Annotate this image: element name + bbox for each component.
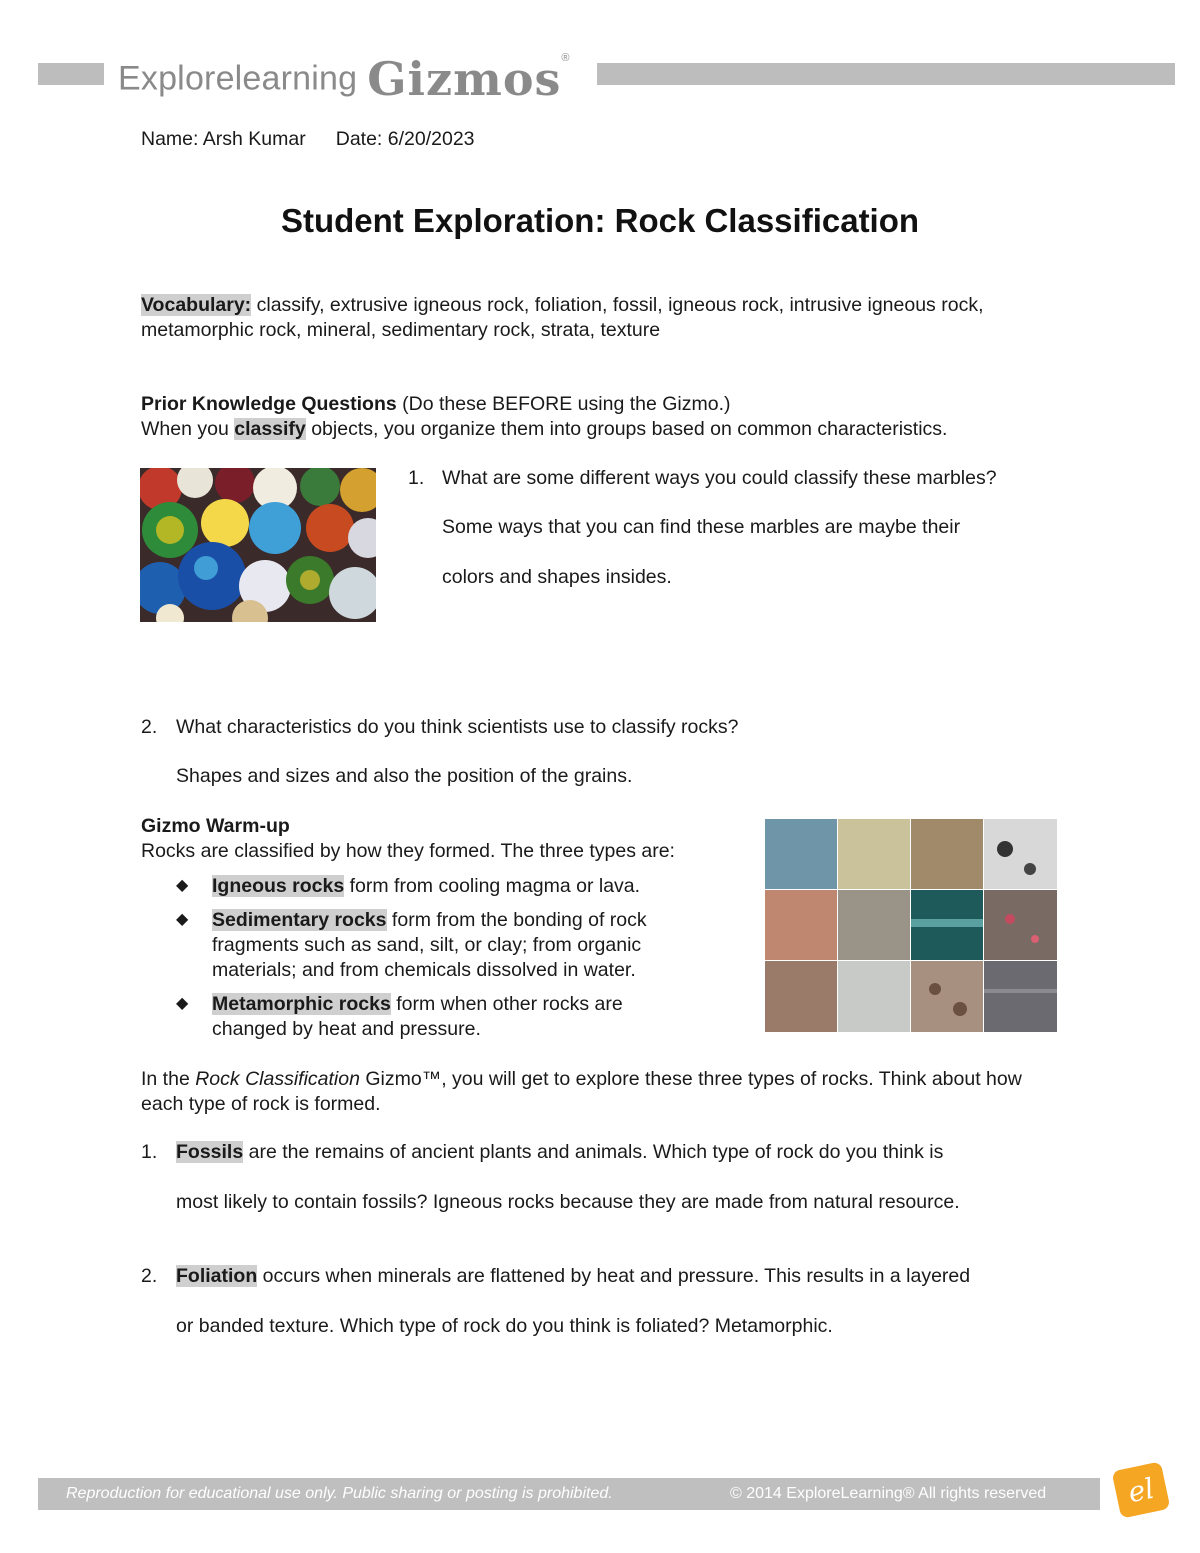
- warmup-q2-number: 2.: [141, 1265, 158, 1287]
- prior-q2-number: 2.: [141, 716, 158, 738]
- brand-main: Gizmos: [367, 52, 562, 106]
- igneous-term: Igneous rocks: [212, 875, 345, 897]
- prior-q1-question: What are some different ways you could classify these marbles?: [442, 467, 997, 489]
- page-title: Student Exploration: Rock Classification: [280, 202, 920, 239]
- brand-prefix: Explorelearning: [118, 59, 358, 98]
- metamorphic-term: Metamorphic rocks: [212, 993, 391, 1015]
- list-item-metamorphic: [212, 992, 682, 1042]
- prior-intro-after: objects, you organize them into groups based on common characteristics.: [305, 418, 948, 440]
- explorelearning-logo-icon: [1108, 1458, 1174, 1522]
- gizmo-para-after: Gizmo™, you will get to explore these three types of rocks. Think about how each type of rock is formed.: [141, 1068, 1022, 1115]
- foliation-question: occurs when minerals are flattened by heat and pressure. This results in a layered: [257, 1265, 971, 1287]
- brand-logo: [118, 52, 570, 106]
- list-item-igneous: [212, 874, 722, 899]
- footer-copyright: © 2014 ExploreLearning® All rights reserved: [730, 1485, 1047, 1502]
- prior-q1-answer-line2[interactable]: colors and shapes insides.: [442, 566, 672, 588]
- footer-notice: Reproduction for educational use only. Public sharing or posting is prohibited.: [66, 1485, 613, 1502]
- vocabulary: [141, 293, 1041, 343]
- vocabulary-label: Vocabulary:: [141, 294, 252, 316]
- metamorphic-text: form when other rocks are changed by heat and pressure.: [212, 993, 623, 1040]
- prior-heading: Prior Knowledge Questions: [141, 393, 397, 415]
- bullet-icon: ◆: [176, 995, 189, 1012]
- warmup-q2-answer[interactable]: or banded texture. Which type of rock do you think is foliated? Metamorphic.: [176, 1315, 833, 1337]
- foliation-term: Foliation: [176, 1265, 258, 1287]
- bullet-icon: ◆: [176, 877, 189, 894]
- fossils-question: are the remains of ancient plants and animals. Which type of rock do you think is: [243, 1141, 944, 1163]
- brand-mark: ®: [561, 52, 570, 64]
- student-info: [141, 128, 475, 151]
- gizmo-paragraph: [141, 1067, 1041, 1117]
- marbles-image: [140, 468, 376, 622]
- warmup-q1-answer[interactable]: most likely to contain fossils? Igneous rocks because they are made from natural resource.: [176, 1191, 960, 1213]
- student-name: Name: Arsh Kumar: [141, 128, 306, 150]
- sedimentary-text: form from the bonding of rock fragments such as sand, silt, or clay; from organic materials; and from chemicals dissolved in water.: [212, 909, 647, 981]
- vocabulary-terms: classify, extrusive igneous rock, foliation, fossil, igneous rock, intrusive igneous rock, metamorphic rock, mineral, sedimentary rock, strata, texture: [141, 294, 984, 341]
- igneous-text: form from cooling magma or lava.: [344, 875, 641, 897]
- fossils-term: Fossils: [176, 1141, 244, 1163]
- prior-intro-before: When you: [141, 418, 235, 440]
- student-date: Date: 6/20/2023: [335, 128, 475, 150]
- prior-intro-term: classify: [234, 418, 306, 440]
- warmup-q2-question: [176, 1265, 1076, 1288]
- prior-q1-number: 1.: [408, 467, 425, 489]
- bullet-icon: ◆: [176, 911, 189, 928]
- rock-samples-image: [765, 819, 1057, 1032]
- sedimentary-term: Sedimentary rocks: [212, 909, 387, 931]
- warmup-heading: Gizmo Warm-up: [141, 815, 290, 837]
- list-item-sedimentary: [212, 908, 712, 983]
- gizmo-para-italic: Rock Classification: [195, 1068, 360, 1090]
- warmup-q1-number: 1.: [141, 1141, 158, 1163]
- header-bar-right: [597, 63, 1175, 85]
- prior-q2-answer[interactable]: Shapes and sizes and also the position of the grains.: [176, 765, 633, 787]
- prior-q1-answer-line1[interactable]: Some ways that you can find these marbles are maybe their: [442, 516, 961, 538]
- prior-q2-question: What characteristics do you think scientists use to classify rocks?: [176, 716, 739, 738]
- warmup-q1-question: [176, 1141, 1076, 1164]
- header-bar-left: [38, 63, 104, 85]
- warmup-intro: Rocks are classified by how they formed. The three types are:: [141, 840, 675, 862]
- prior-knowledge: [141, 392, 1091, 442]
- gizmo-para-before: In the: [141, 1068, 196, 1090]
- prior-heading-note: (Do these BEFORE using the Gizmo.): [396, 393, 731, 415]
- svg-text:el: el: [1125, 1471, 1158, 1510]
